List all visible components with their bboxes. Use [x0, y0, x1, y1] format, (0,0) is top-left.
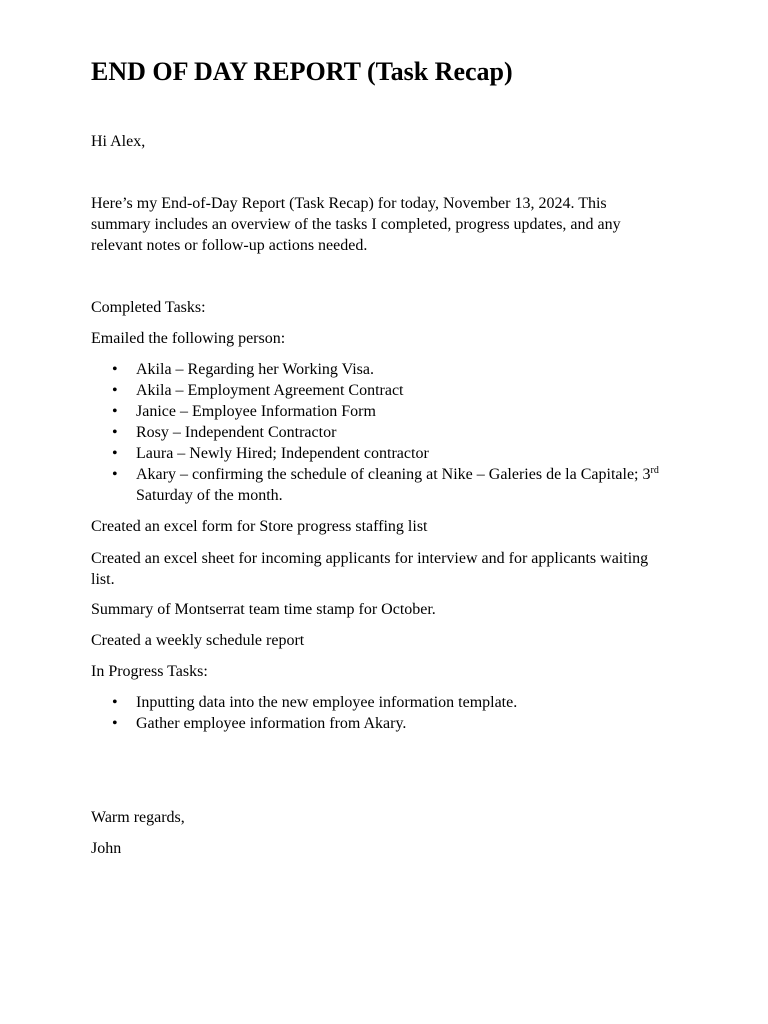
- completed-task: Summary of Montserrat team time stamp for October.: [91, 601, 436, 618]
- bullet-icon: •: [112, 403, 118, 420]
- closing: Warm regards,: [91, 809, 185, 826]
- list-item-text: Gather employee information from Akary.: [136, 715, 407, 732]
- bullet-icon: •: [112, 424, 118, 441]
- list-item-text: Laura – Newly Hired; Independent contractor: [136, 445, 429, 462]
- list-item: [91, 401, 676, 422]
- report-title: END OF DAY REPORT (Task Recap): [91, 57, 513, 86]
- list-item: [91, 359, 676, 380]
- list-item: [91, 443, 676, 464]
- intro-paragraph: Here’s my End-of-Day Report (Task Recap) for today, November 13, 2024. This summary includes an overview of the tasks I completed, progress updates, and any relevant notes or follow-up actions needed.: [91, 195, 621, 254]
- list-item-text: Rosy – Independent Contractor: [136, 424, 337, 441]
- bullet-icon: •: [112, 466, 118, 483]
- greeting: Hi Alex,: [91, 133, 146, 150]
- list-item-text: Akila – Employment Agreement Contract: [136, 382, 404, 399]
- completed-task: Created a weekly schedule report: [91, 632, 305, 649]
- bullet-icon: •: [112, 445, 118, 462]
- list-item-text: Akila – Regarding her Working Visa.: [136, 361, 375, 378]
- in-progress-list: [91, 692, 676, 734]
- list-item: [91, 692, 676, 713]
- ordinal-suffix: rd: [650, 465, 659, 476]
- list-item: [91, 713, 676, 734]
- list-item: [91, 422, 676, 443]
- bullet-icon: •: [112, 361, 118, 378]
- list-item: [91, 464, 676, 506]
- list-item: [91, 380, 676, 401]
- completed-task: Created an excel form for Store progress staffing list: [91, 518, 428, 535]
- in-progress-heading: In Progress Tasks:: [91, 663, 208, 680]
- completed-tasks-heading: Completed Tasks:: [91, 299, 206, 316]
- list-item-text: Janice – Employee Information Form: [136, 403, 376, 420]
- bullet-icon: •: [112, 715, 118, 732]
- list-item-text-continued: Saturday of the month.: [136, 487, 283, 504]
- emailed-heading: Emailed the following person:: [91, 330, 286, 347]
- list-item-text: Inputting data into the new employee information template.: [136, 694, 518, 711]
- signature: John: [91, 840, 122, 857]
- list-item-text: Akary – confirming the schedule of cleaning at Nike – Galeries de la Capitale; 3: [136, 466, 651, 483]
- completed-task: Created an excel sheet for incoming applicants for interview and for applicants waiting list.: [91, 550, 649, 588]
- bullet-icon: •: [112, 694, 118, 711]
- bullet-icon: •: [112, 382, 118, 399]
- emailed-list: [91, 359, 676, 506]
